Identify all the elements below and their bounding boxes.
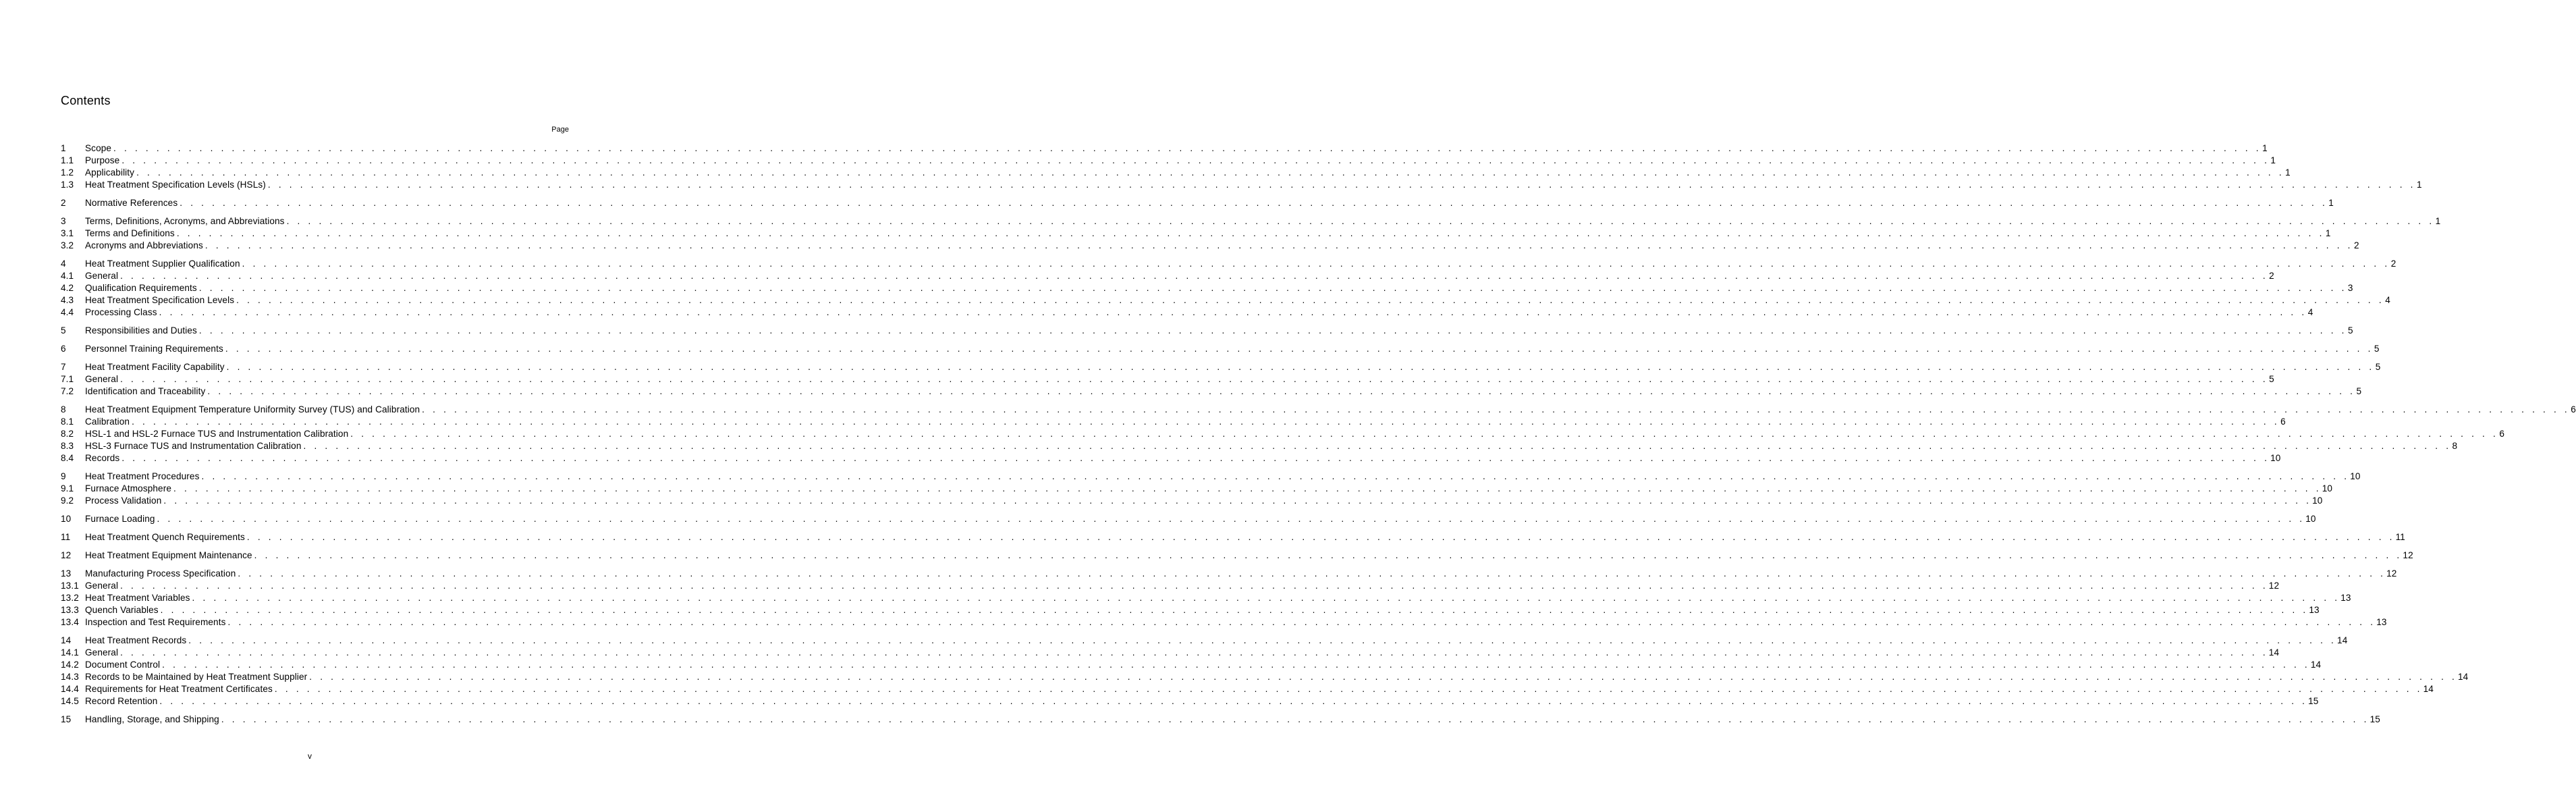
toc-entry-label: Records: [85, 453, 120, 463]
page-number-footer: v: [308, 751, 312, 761]
toc-entry[interactable]: [61, 550, 2413, 562]
dot-leader: . . . . . . . . . . . . . . . . . . . . . . . . . . . . . . . . . . . . . . . . . . . . . . . . . . . . . . . . . . . . . . . . . . . . . . . . . . . . . . . . . . . . . . . . . . . . . . . . . . . . . . . . . . . . . . . . . . . . . . . . . . . . . . . . . . . . . . . . . . . . . . . . . . . . . . . . . . . . . . . . . . . . . . . . . . . . . . . . . . . . . . . . . . . . . . . . . . . . . . . .: [136, 167, 2284, 178]
toc-entry[interactable]: [61, 197, 2334, 209]
toc-entry[interactable]: [61, 228, 2331, 240]
dot-leader: . . . . . . . . . . . . . . . . . . . . . . . . . . . . . . . . . . . . . . . . . . . . . . . . . . . . . . . . . . . . . . . . . . . . . . . . . . . . . . . . . . . . . . . . . . . . . . . . . . . . . . . . . . . . . . . . . . . . . . . . . . . . . . . . . . . . . . . . . . . . . . . . . . . . . . . . . . . . . . . . . . . . . . . . . . . . . . . . . . . . . . . . . . . . . . . . . . . . . . . .: [120, 647, 2268, 658]
dot-leader: . . . . . . . . . . . . . . . . . . . . . . . . . . . . . . . . . . . . . . . . . . . . . . . . . . . . . . . . . . . . . . . . . . . . . . . . . . . . . . . . . . . . . . . . . . . . . . . . . . . . . . . . . . . . . . . . . . . . . . . . . . . . . . . . . . . . . . . . . . . . . . . . . . . . . . . . . . . . . . . . . . . . . . . . . . . . . . . . . . . . . . . . . . . . . . . . . . . . . . . .: [303, 441, 2452, 451]
dot-leader: . . . . . . . . . . . . . . . . . . . . . . . . . . . . . . . . . . . . . . . . . . . . . . . . . . . . . . . . . . . . . . . . . . . . . . . . . . . . . . . . . . . . . . . . . . . . . . . . . . . . . . . . . . . . . . . . . . . . . . . . . . . . . . . . . . . . . . . . . . . . . . . . . . . . . . . . . . . . . . . . . . . . . . . . . . . . . . . . . . . . . . . . . . . . . . . . . . . . . . . .: [238, 568, 2386, 579]
toc-entry-label: Heat Treatment Equipment Maintenance: [85, 550, 252, 560]
dot-leader: . . . . . . . . . . . . . . . . . . . . . . . . . . . . . . . . . . . . . . . . . . . . . . . . . . . . . . . . . . . . . . . . . . . . . . . . . . . . . . . . . . . . . . . . . . . . . . . . . . . . . . . . . . . . . . . . . . . . . . . . . . . . . . . . . . . . . . . . . . . . . . . . . . . . . . . . . . . . . . . . . . . . . . . . . . . . . . . . . . . . . . . . . . . . . . . . . . . . . . . .: [422, 404, 2570, 415]
page-column-header: Page: [551, 126, 569, 134]
toc-entry[interactable]: [61, 215, 2441, 228]
toc-entry[interactable]: [61, 294, 2390, 306]
toc-entry-number: 8.2: [61, 429, 74, 439]
toc-entry-page: 10: [2350, 471, 2361, 481]
toc-entry-number: 9: [61, 471, 66, 481]
toc-entry-label: Processing Class: [85, 307, 157, 317]
toc-section-group: [61, 531, 2405, 543]
toc-entry-page: 14: [2458, 672, 2469, 682]
toc-entry-number: 7.2: [61, 386, 74, 396]
toc-entry-label: General: [85, 374, 119, 384]
toc-entry-page: 12: [2386, 568, 2397, 579]
table-of-contents: [61, 142, 2576, 732]
toc-entry-page: 5: [2356, 386, 2362, 396]
toc-entry-label: General: [85, 581, 119, 591]
toc-entry-number: 11: [61, 532, 71, 542]
toc-section-group: [61, 404, 2576, 464]
toc-entry[interactable]: [61, 404, 2576, 416]
toc-entry-page: 8: [2452, 441, 2458, 451]
toc-entry-number: 13.2: [61, 593, 79, 603]
dot-leader: . . . . . . . . . . . . . . . . . . . . . . . . . . . . . . . . . . . . . . . . . . . . . . . . . . . . . . . . . . . . . . . . . . . . . . . . . . . . . . . . . . . . . . . . . . . . . . . . . . . . . . . . . . . . . . . . . . . . . . . . . . . . . . . . . . . . . . . . . . . . . . . . . . . . . . . . . . . . . . . . . . . . . . . . . . . . . . . . . . . . . . . . . . . . . . . . . . . . . . . .: [198, 325, 2347, 336]
toc-entry-page: 2: [2353, 240, 2359, 250]
toc-entry-label: HSL-1 and HSL-2 Furnace TUS and Instrumentation Calibration: [85, 429, 349, 439]
toc-entry[interactable]: [61, 471, 2361, 483]
toc-entry-number: 12: [61, 550, 72, 560]
toc-entry-page: 14: [2423, 684, 2434, 694]
toc-entry-number: 14.1: [61, 647, 79, 658]
dot-leader: . . . . . . . . . . . . . . . . . . . . . . . . . . . . . . . . . . . . . . . . . . . . . . . . . . . . . . . . . . . . . . . . . . . . . . . . . . . . . . . . . . . . . . . . . . . . . . . . . . . . . . . . . . . . . . . . . . . . . . . . . . . . . . . . . . . . . . . . . . . . . . . . . . . . . . . . . . . . . . . . . . . . . . . . . . . . . . . . . . . . . . . . . . . . . . . . . . . . . . . .: [192, 593, 2340, 603]
toc-entry-number: 8.1: [61, 417, 74, 427]
toc-entry[interactable]: [61, 179, 2422, 191]
toc-entry[interactable]: [61, 580, 2280, 592]
dot-leader: . . . . . . . . . . . . . . . . . . . . . . . . . . . . . . . . . . . . . . . . . . . . . . . . . . . . . . . . . . . . . . . . . . . . . . . . . . . . . . . . . . . . . . . . . . . . . . . . . . . . . . . . . . . . . . . . . . . . . . . . . . . . . . . . . . . . . . . . . . . . . . . . . . . . . . . . . . . . . . . . . . . . . . . . . . . . . . . . . . . . . . . . . . . . . . . . . . . . . . . .: [226, 362, 2375, 372]
dot-leader: . . . . . . . . . . . . . . . . . . . . . . . . . . . . . . . . . . . . . . . . . . . . . . . . . . . . . . . . . . . . . . . . . . . . . . . . . . . . . . . . . . . . . . . . . . . . . . . . . . . . . . . . . . . . . . . . . . . . . . . . . . . . . . . . . . . . . . . . . . . . . . . . . . . . . . . . . . . . . . . . . . . . . . . . . . . . . . . . . . . . . . . . . . . . . . . . . . . . . . . .: [113, 143, 2262, 153]
toc-entry-number: 4.2: [61, 283, 74, 293]
toc-entry[interactable]: [61, 568, 2397, 580]
dot-leader: . . . . . . . . . . . . . . . . . . . . . . . . . . . . . . . . . . . . . . . . . . . . . . . . . . . . . . . . . . . . . . . . . . . . . . . . . . . . . . . . . . . . . . . . . . . . . . . . . . . . . . . . . . . . . . . . . . . . . . . . . . . . . . . . . . . . . . . . . . . . . . . . . . . . . . . . . . . . . . . . . . . . . . . . . . . . . . . . . . . . . . . . . . . . . . . . . . . . . . . .: [201, 471, 2350, 481]
toc-entry-page: 1: [2270, 155, 2276, 165]
toc-entry[interactable]: [61, 671, 2469, 683]
toc-entry[interactable]: [61, 361, 2381, 373]
toc-entry-number: 6: [61, 344, 66, 354]
toc-entry[interactable]: [61, 635, 2348, 647]
dot-leader: . . . . . . . . . . . . . . . . . . . . . . . . . . . . . . . . . . . . . . . . . . . . . . . . . . . . . . . . . . . . . . . . . . . . . . . . . . . . . . . . . . . . . . . . . . . . . . . . . . . . . . . . . . . . . . . . . . . . . . . . . . . . . . . . . . . . . . . . . . . . . . . . . . . . . . . . . . . . . . . . . . . . . . . . . . . . . . . . . . . . . . . . . . . . . . . . . . . . . . . .: [225, 344, 2374, 354]
dot-leader: . . . . . . . . . . . . . . . . . . . . . . . . . . . . . . . . . . . . . . . . . . . . . . . . . . . . . . . . . . . . . . . . . . . . . . . . . . . . . . . . . . . . . . . . . . . . . . . . . . . . . . . . . . . . . . . . . . . . . . . . . . . . . . . . . . . . . . . . . . . . . . . . . . . . . . . . . . . . . . . . . . . . . . . . . . . . . . . . . . . . . . . . . . . . . . . . . . . . . . . .: [221, 714, 2369, 724]
toc-entry[interactable]: [61, 155, 2276, 167]
toc-entry[interactable]: [61, 373, 2274, 385]
toc-entry-number: 3: [61, 216, 66, 226]
toc-entry[interactable]: [61, 604, 2320, 616]
toc-entry-label: Furnace Atmosphere: [85, 483, 171, 493]
toc-section-group: [61, 471, 2361, 507]
toc-entry-number: 14.2: [61, 660, 79, 670]
toc-entry-label: HSL-3 Furnace TUS and Instrumentation Calibration: [85, 441, 302, 451]
toc-entry-page: 13: [2376, 617, 2387, 627]
toc-entry-page: 12: [2403, 550, 2413, 560]
toc-entry-page: 10: [2305, 514, 2316, 524]
dot-leader: . . . . . . . . . . . . . . . . . . . . . . . . . . . . . . . . . . . . . . . . . . . . . . . . . . . . . . . . . . . . . . . . . . . . . . . . . . . . . . . . . . . . . . . . . . . . . . . . . . . . . . . . . . . . . . . . . . . . . . . . . . . . . . . . . . . . . . . . . . . . . . . . . . . . . . . . . . . . . . . . . . . . . . . . . . . . . . . . . . . . . . . . . . . . . . . . . . . . . . . .: [121, 155, 2270, 165]
toc-entry-number: 14.3: [61, 672, 79, 682]
toc-entry-page: 14: [2337, 635, 2348, 645]
toc-section-group: [61, 197, 2334, 209]
toc-entry-page: 1: [2416, 180, 2422, 190]
toc-entry-label: Heat Treatment Supplier Qualification: [85, 259, 240, 269]
toc-entry-label: Heat Treatment Procedures: [85, 471, 200, 481]
toc-entry-number: 13.4: [61, 617, 79, 627]
toc-entry-page: 14: [2268, 647, 2280, 658]
toc-entry-number: 1: [61, 143, 66, 153]
dot-leader: . . . . . . . . . . . . . . . . . . . . . . . . . . . . . . . . . . . . . . . . . . . . . . . . . . . . . . . . . . . . . . . . . . . . . . . . . . . . . . . . . . . . . . . . . . . . . . . . . . . . . . . . . . . . . . . . . . . . . . . . . . . . . . . . . . . . . . . . . . . . . . . . . . . . . . . . . . . . . . . . . . . . . . . . . . . . . . . . . . . . . . . . . . . . . . . . . . . . . . . .: [286, 216, 2435, 226]
toc-entry-page: 5: [2347, 325, 2353, 336]
toc-entry-page: 4: [2307, 307, 2313, 317]
toc-entry[interactable]: [61, 282, 2353, 294]
toc-entry[interactable]: [61, 495, 2323, 507]
toc-section-group: [61, 513, 2316, 525]
toc-entry-label: Heat Treatment Specification Levels: [85, 295, 235, 305]
dot-leader: . . . . . . . . . . . . . . . . . . . . . . . . . . . . . . . . . . . . . . . . . . . . . . . . . . . . . . . . . . . . . . . . . . . . . . . . . . . . . . . . . . . . . . . . . . . . . . . . . . . . . . . . . . . . . . . . . . . . . . . . . . . . . . . . . . . . . . . . . . . . . . . . . . . . . . . . . . . . . . . . . . . . . . . . . . . . . . . . . . . . . . . . . . . . . . . . . . . . . . . .: [132, 417, 2280, 427]
toc-entry[interactable]: [61, 258, 2396, 270]
dot-leader: . . . . . . . . . . . . . . . . . . . . . . . . . . . . . . . . . . . . . . . . . . . . . . . . . . . . . . . . . . . . . . . . . . . . . . . . . . . . . . . . . . . . . . . . . . . . . . . . . . . . . . . . . . . . . . . . . . . . . . . . . . . . . . . . . . . . . . . . . . . . . . . . . . . . . . . . . . . . . . . . . . . . . . . . . . . . . . . . . . . . . . . . . . . . . . . . . . . . . . . .: [160, 605, 2309, 615]
toc-entry-label: General: [85, 647, 119, 658]
dot-leader: . . . . . . . . . . . . . . . . . . . . . . . . . . . . . . . . . . . . . . . . . . . . . . . . . . . . . . . . . . . . . . . . . . . . . . . . . . . . . . . . . . . . . . . . . . . . . . . . . . . . . . . . . . . . . . . . . . . . . . . . . . . . . . . . . . . . . . . . . . . . . . . . . . . . . . . . . . . . . . . . . . . . . . . . . . . . . . . . . . . . . . . . . . . . . . . . . . . . . . . .: [163, 496, 2312, 506]
toc-entry-number: 1.1: [61, 155, 74, 165]
toc-entry-number: 4.3: [61, 295, 74, 305]
toc-entry-label: Furnace Loading: [85, 514, 155, 524]
toc-entry-label: Inspection and Test Requirements: [85, 617, 226, 627]
toc-entry[interactable]: [61, 695, 2319, 707]
toc-entry-page: 6: [2280, 417, 2286, 427]
dot-leader: . . . . . . . . . . . . . . . . . . . . . . . . . . . . . . . . . . . . . . . . . . . . . . . . . . . . . . . . . . . . . . . . . . . . . . . . . . . . . . . . . . . . . . . . . . . . . . . . . . . . . . . . . . . . . . . . . . . . . . . . . . . . . . . . . . . . . . . . . . . . . . . . . . . . . . . . . . . . . . . . . . . . . . . . . . . . . . . . . . . . . . . . . . . . . . . . . . . . . . . .: [274, 684, 2423, 694]
toc-entry[interactable]: [61, 306, 2313, 319]
toc-entry-page: 11: [2395, 532, 2405, 542]
dot-leader: . . . . . . . . . . . . . . . . . . . . . . . . . . . . . . . . . . . . . . . . . . . . . . . . . . . . . . . . . . . . . . . . . . . . . . . . . . . . . . . . . . . . . . . . . . . . . . . . . . . . . . . . . . . . . . . . . . . . . . . . . . . . . . . . . . . . . . . . . . . . . . . . . . . . . . . . . . . . . . . . . . . . . . . . . . . . . . . . . . . . . . . . . . . . . . . . . . . . . . . .: [227, 617, 2376, 627]
toc-entry[interactable]: [61, 270, 2274, 282]
dot-leader: . . . . . . . . . . . . . . . . . . . . . . . . . . . . . . . . . . . . . . . . . . . . . . . . . . . . . . . . . . . . . . . . . . . . . . . . . . . . . . . . . . . . . . . . . . . . . . . . . . . . . . . . . . . . . . . . . . . . . . . . . . . . . . . . . . . . . . . . . . . . . . . . . . . . . . . . . . . . . . . . . . . . . . . . . . . . . . . . . . . . . . . . . . . . . . . . . . . . . . . .: [120, 271, 2268, 281]
toc-entry-page: 5: [2374, 344, 2380, 354]
toc-entry-number: 3.1: [61, 228, 74, 238]
toc-entry-label: Heat Treatment Quench Requirements: [85, 532, 245, 542]
toc-entry[interactable]: [61, 240, 2359, 252]
dot-leader: . . . . . . . . . . . . . . . . . . . . . . . . . . . . . . . . . . . . . . . . . . . . . . . . . . . . . . . . . . . . . . . . . . . . . . . . . . . . . . . . . . . . . . . . . . . . . . . . . . . . . . . . . . . . . . . . . . . . . . . . . . . . . . . . . . . . . . . . . . . . . . . . . . . . . . . . . . . . . . . . . . . . . . . . . . . . . . . . . . . . . . . . . . . . . . . . . . . . . . . .: [350, 429, 2498, 439]
dot-leader: . . . . . . . . . . . . . . . . . . . . . . . . . . . . . . . . . . . . . . . . . . . . . . . . . . . . . . . . . . . . . . . . . . . . . . . . . . . . . . . . . . . . . . . . . . . . . . . . . . . . . . . . . . . . . . . . . . . . . . . . . . . . . . . . . . . . . . . . . . . . . . . . . . . . . . . . . . . . . . . . . . . . . . . . . . . . . . . . . . . . . . . . . . . . . . . . . . . . . . . .: [309, 672, 2457, 682]
toc-entry-label: Personnel Training Requirements: [85, 344, 223, 354]
toc-entry[interactable]: [61, 452, 2281, 464]
toc-section-group: [61, 343, 2380, 355]
toc-entry-label: Terms and Definitions: [85, 228, 175, 238]
toc-entry-number: 3.2: [61, 240, 74, 250]
toc-entry-number: 13: [61, 568, 72, 579]
toc-entry-label: Terms, Definitions, Acronyms, and Abbreviations: [85, 216, 285, 226]
toc-entry-page: 10: [2270, 453, 2281, 463]
toc-entry[interactable]: [61, 167, 2291, 179]
toc-entry-number: 8.4: [61, 453, 74, 463]
toc-section-group: [61, 714, 2380, 726]
toc-entry-label: Heat Treatment Facility Capability: [85, 362, 225, 372]
toc-entry[interactable]: [61, 343, 2380, 355]
toc-entry-number: 14: [61, 635, 72, 645]
toc-entry-number: 4.4: [61, 307, 74, 317]
toc-entry-label: Calibration: [85, 417, 130, 427]
toc-entry[interactable]: [61, 142, 2268, 155]
toc-entry-number: 13.3: [61, 605, 79, 615]
dot-leader: . . . . . . . . . . . . . . . . . . . . . . . . . . . . . . . . . . . . . . . . . . . . . . . . . . . . . . . . . . . . . . . . . . . . . . . . . . . . . . . . . . . . . . . . . . . . . . . . . . . . . . . . . . . . . . . . . . . . . . . . . . . . . . . . . . . . . . . . . . . . . . . . . . . . . . . . . . . . . . . . . . . . . . . . . . . . . . . . . . . . . . . . . . . . . . . . . . . . . . . .: [173, 483, 2322, 493]
toc-entry-number: 9.1: [61, 483, 74, 493]
dot-leader: . . . . . . . . . . . . . . . . . . . . . . . . . . . . . . . . . . . . . . . . . . . . . . . . . . . . . . . . . . . . . . . . . . . . . . . . . . . . . . . . . . . . . . . . . . . . . . . . . . . . . . . . . . . . . . . . . . . . . . . . . . . . . . . . . . . . . . . . . . . . . . . . . . . . . . . . . . . . . . . . . . . . . . . . . . . . . . . . . . . . . . . . . . . . . . . . . . . . . . . .: [254, 550, 2403, 560]
toc-entry[interactable]: [61, 483, 2333, 495]
toc-entry-page: 6: [2571, 404, 2576, 415]
toc-entry[interactable]: [61, 683, 2434, 695]
toc-entry-number: 4: [61, 259, 66, 269]
toc-entry-number: 15: [61, 714, 72, 724]
toc-entry[interactable]: [61, 385, 2362, 398]
toc-entry-number: 8: [61, 404, 66, 415]
toc-entry[interactable]: [61, 659, 2322, 671]
toc-section-group: [61, 142, 2422, 191]
toc-entry-page: 3: [2347, 283, 2353, 293]
toc-section-group: [61, 568, 2397, 629]
toc-entry-page: 15: [2308, 696, 2319, 706]
toc-entry-page: 1: [2435, 216, 2441, 226]
toc-entry-page: 1: [2285, 167, 2291, 178]
toc-entry-page: 6: [2499, 429, 2504, 439]
toc-entry[interactable]: [61, 714, 2380, 726]
toc-entry-label: Process Validation: [85, 496, 162, 506]
dot-leader: . . . . . . . . . . . . . . . . . . . . . . . . . . . . . . . . . . . . . . . . . . . . . . . . . . . . . . . . . . . . . . . . . . . . . . . . . . . . . . . . . . . . . . . . . . . . . . . . . . . . . . . . . . . . . . . . . . . . . . . . . . . . . . . . . . . . . . . . . . . . . . . . . . . . . . . . . . . . . . . . . . . . . . . . . . . . . . . . . . . . . . . . . . . . . . . . . . . . . . . .: [246, 532, 2395, 542]
toc-entry-number: 1.2: [61, 167, 74, 178]
toc-entry-label: Handling, Storage, and Shipping: [85, 714, 219, 724]
toc-entry-label: Heat Treatment Equipment Temperature Uniformity Survey (TUS) and Calibration: [85, 404, 420, 415]
toc-entry-label: Requirements for Heat Treatment Certificates: [85, 684, 273, 694]
toc-section-group: [61, 361, 2381, 398]
toc-entry-label: Heat Treatment Specification Levels (HSLs): [85, 180, 266, 190]
toc-entry-label: Manufacturing Process Specification: [85, 568, 236, 579]
toc-entry-number: 13.1: [61, 581, 79, 591]
dot-leader: . . . . . . . . . . . . . . . . . . . . . . . . . . . . . . . . . . . . . . . . . . . . . . . . . . . . . . . . . . . . . . . . . . . . . . . . . . . . . . . . . . . . . . . . . . . . . . . . . . . . . . . . . . . . . . . . . . . . . . . . . . . . . . . . . . . . . . . . . . . . . . . . . . . . . . . . . . . . . . . . . . . . . . . . . . . . . . . . . . . . . . . . . . . . . . . . . . . . . . . .: [176, 228, 2325, 238]
toc-entry-label: Quench Variables: [85, 605, 159, 615]
toc-entry-label: Records to be Maintained by Heat Treatment Supplier: [85, 672, 308, 682]
toc-entry-page: 10: [2322, 483, 2333, 493]
dot-leader: . . . . . . . . . . . . . . . . . . . . . . . . . . . . . . . . . . . . . . . . . . . . . . . . . . . . . . . . . . . . . . . . . . . . . . . . . . . . . . . . . . . . . . . . . . . . . . . . . . . . . . . . . . . . . . . . . . . . . . . . . . . . . . . . . . . . . . . . . . . . . . . . . . . . . . . . . . . . . . . . . . . . . . . . . . . . . . . . . . . . . . . . . . . . . . . . . . . . . . . .: [242, 259, 2390, 269]
toc-entry-page: 12: [2268, 581, 2280, 591]
toc-entry-page: 10: [2312, 496, 2323, 506]
toc-entry-label: Document Control: [85, 660, 161, 670]
toc-entry-page: 15: [2369, 714, 2380, 724]
toc-entry[interactable]: [61, 440, 2458, 452]
toc-entry[interactable]: [61, 428, 2504, 440]
toc-entry[interactable]: [61, 531, 2405, 543]
toc-entry-number: 4.1: [61, 271, 74, 281]
toc-entry[interactable]: [61, 325, 2353, 337]
toc-entry[interactable]: [61, 647, 2280, 659]
toc-entry-page: 5: [2375, 362, 2381, 372]
dot-leader: . . . . . . . . . . . . . . . . . . . . . . . . . . . . . . . . . . . . . . . . . . . . . . . . . . . . . . . . . . . . . . . . . . . . . . . . . . . . . . . . . . . . . . . . . . . . . . . . . . . . . . . . . . . . . . . . . . . . . . . . . . . . . . . . . . . . . . . . . . . . . . . . . . . . . . . . . . . . . . . . . . . . . . . . . . . . . . . . . . . . . . . . . . . . . . . . . . . . . . . .: [120, 374, 2268, 384]
toc-entry-label: Applicability: [85, 167, 135, 178]
toc-entry-label: Acronyms and Abbreviations: [85, 240, 203, 250]
contents-title: Contents: [61, 94, 111, 107]
dot-leader: . . . . . . . . . . . . . . . . . . . . . . . . . . . . . . . . . . . . . . . . . . . . . . . . . . . . . . . . . . . . . . . . . . . . . . . . . . . . . . . . . . . . . . . . . . . . . . . . . . . . . . . . . . . . . . . . . . . . . . . . . . . . . . . . . . . . . . . . . . . . . . . . . . . . . . . . . . . . . . . . . . . . . . . . . . . . . . . . . . . . . . . . . . . . . . . . . . . . . . . .: [267, 180, 2416, 190]
toc-entry-number: 5: [61, 325, 66, 336]
toc-entry-label: Purpose: [85, 155, 120, 165]
toc-entry-label: General: [85, 271, 119, 281]
toc-entry-number: 14.4: [61, 684, 79, 694]
toc-section-group: [61, 635, 2469, 707]
toc-entry-page: 1: [2325, 228, 2331, 238]
dot-leader: . . . . . . . . . . . . . . . . . . . . . . . . . . . . . . . . . . . . . . . . . . . . . . . . . . . . . . . . . . . . . . . . . . . . . . . . . . . . . . . . . . . . . . . . . . . . . . . . . . . . . . . . . . . . . . . . . . . . . . . . . . . . . . . . . . . . . . . . . . . . . . . . . . . . . . . . . . . . . . . . . . . . . . . . . . . . . . . . . . . . . . . . . . . . . . . . . . . . . . . .: [162, 660, 2310, 670]
toc-entry-number: 9.2: [61, 496, 74, 506]
toc-entry-label: Responsibilities and Duties: [85, 325, 197, 336]
toc-entry-page: 1: [2262, 143, 2268, 153]
toc-entry-number: 1.3: [61, 180, 74, 190]
toc-entry-label: Record Retention: [85, 696, 158, 706]
toc-entry-label: Identification and Traceability: [85, 386, 206, 396]
dot-leader: . . . . . . . . . . . . . . . . . . . . . . . . . . . . . . . . . . . . . . . . . . . . . . . . . . . . . . . . . . . . . . . . . . . . . . . . . . . . . . . . . . . . . . . . . . . . . . . . . . . . . . . . . . . . . . . . . . . . . . . . . . . . . . . . . . . . . . . . . . . . . . . . . . . . . . . . . . . . . . . . . . . . . . . . . . . . . . . . . . . . . . . . . . . . . . . . . . . . . . . .: [159, 307, 2307, 317]
toc-entry[interactable]: [61, 416, 2286, 428]
toc-entry[interactable]: [61, 592, 2351, 604]
toc-entry-page: 1: [2328, 198, 2334, 208]
toc-entry-label: Normative References: [85, 198, 178, 208]
toc-entry-page: 13: [2340, 593, 2351, 603]
toc-entry[interactable]: [61, 513, 2316, 525]
dot-leader: . . . . . . . . . . . . . . . . . . . . . . . . . . . . . . . . . . . . . . . . . . . . . . . . . . . . . . . . . . . . . . . . . . . . . . . . . . . . . . . . . . . . . . . . . . . . . . . . . . . . . . . . . . . . . . . . . . . . . . . . . . . . . . . . . . . . . . . . . . . . . . . . . . . . . . . . . . . . . . . . . . . . . . . . . . . . . . . . . . . . . . . . . . . . . . . . . . . . . . . .: [180, 198, 2328, 208]
toc-entry-page: 4: [2385, 295, 2390, 305]
toc-entry-number: 14.5: [61, 696, 79, 706]
dot-leader: . . . . . . . . . . . . . . . . . . . . . . . . . . . . . . . . . . . . . . . . . . . . . . . . . . . . . . . . . . . . . . . . . . . . . . . . . . . . . . . . . . . . . . . . . . . . . . . . . . . . . . . . . . . . . . . . . . . . . . . . . . . . . . . . . . . . . . . . . . . . . . . . . . . . . . . . . . . . . . . . . . . . . . . . . . . . . . . . . . . . . . . . . . . . . . . . . . . . . . . .: [159, 696, 2308, 706]
toc-entry-number: 2: [61, 198, 66, 208]
toc-entry-label: Heat Treatment Records: [85, 635, 187, 645]
toc-entry-page: 5: [2269, 374, 2274, 384]
toc-section-group: [61, 550, 2413, 562]
toc-entry-label: Scope: [85, 143, 112, 153]
toc-entry-number: 7.1: [61, 374, 74, 384]
toc-section-group: [61, 215, 2441, 252]
dot-leader: . . . . . . . . . . . . . . . . . . . . . . . . . . . . . . . . . . . . . . . . . . . . . . . . . . . . . . . . . . . . . . . . . . . . . . . . . . . . . . . . . . . . . . . . . . . . . . . . . . . . . . . . . . . . . . . . . . . . . . . . . . . . . . . . . . . . . . . . . . . . . . . . . . . . . . . . . . . . . . . . . . . . . . . . . . . . . . . . . . . . . . . . . . . . . . . . . . . . . . . .: [198, 283, 2347, 293]
dot-leader: . . . . . . . . . . . . . . . . . . . . . . . . . . . . . . . . . . . . . . . . . . . . . . . . . . . . . . . . . . . . . . . . . . . . . . . . . . . . . . . . . . . . . . . . . . . . . . . . . . . . . . . . . . . . . . . . . . . . . . . . . . . . . . . . . . . . . . . . . . . . . . . . . . . . . . . . . . . . . . . . . . . . . . . . . . . . . . . . . . . . . . . . . . . . . . . . . . . . . . . .: [207, 386, 2356, 396]
dot-leader: . . . . . . . . . . . . . . . . . . . . . . . . . . . . . . . . . . . . . . . . . . . . . . . . . . . . . . . . . . . . . . . . . . . . . . . . . . . . . . . . . . . . . . . . . . . . . . . . . . . . . . . . . . . . . . . . . . . . . . . . . . . . . . . . . . . . . . . . . . . . . . . . . . . . . . . . . . . . . . . . . . . . . . . . . . . . . . . . . . . . . . . . . . . . . . . . . . . . . . . .: [157, 514, 2305, 524]
dot-leader: . . . . . . . . . . . . . . . . . . . . . . . . . . . . . . . . . . . . . . . . . . . . . . . . . . . . . . . . . . . . . . . . . . . . . . . . . . . . . . . . . . . . . . . . . . . . . . . . . . . . . . . . . . . . . . . . . . . . . . . . . . . . . . . . . . . . . . . . . . . . . . . . . . . . . . . . . . . . . . . . . . . . . . . . . . . . . . . . . . . . . . . . . . . . . . . . . . . . . . . .: [188, 635, 2337, 645]
dot-leader: . . . . . . . . . . . . . . . . . . . . . . . . . . . . . . . . . . . . . . . . . . . . . . . . . . . . . . . . . . . . . . . . . . . . . . . . . . . . . . . . . . . . . . . . . . . . . . . . . . . . . . . . . . . . . . . . . . . . . . . . . . . . . . . . . . . . . . . . . . . . . . . . . . . . . . . . . . . . . . . . . . . . . . . . . . . . . . . . . . . . . . . . . . . . . . . . . . . . . . . .: [204, 240, 2353, 250]
toc-entry-label: Qualification Requirements: [85, 283, 197, 293]
toc-entry-page: 13: [2309, 605, 2320, 615]
toc-entry-number: 7: [61, 362, 66, 372]
toc-entry-number: 10: [61, 514, 72, 524]
toc-entry-page: 2: [2390, 259, 2396, 269]
toc-entry-page: 14: [2310, 660, 2322, 670]
toc-entry-label: Heat Treatment Variables: [85, 593, 190, 603]
toc-entry-number: 8.3: [61, 441, 74, 451]
toc-entry-page: 2: [2269, 271, 2274, 281]
toc-section-group: [61, 325, 2353, 337]
toc-entry[interactable]: [61, 616, 2387, 629]
toc-section-group: [61, 258, 2396, 319]
dot-leader: . . . . . . . . . . . . . . . . . . . . . . . . . . . . . . . . . . . . . . . . . . . . . . . . . . . . . . . . . . . . . . . . . . . . . . . . . . . . . . . . . . . . . . . . . . . . . . . . . . . . . . . . . . . . . . . . . . . . . . . . . . . . . . . . . . . . . . . . . . . . . . . . . . . . . . . . . . . . . . . . . . . . . . . . . . . . . . . . . . . . . . . . . . . . . . . . . . . . . . . .: [120, 581, 2268, 591]
dot-leader: . . . . . . . . . . . . . . . . . . . . . . . . . . . . . . . . . . . . . . . . . . . . . . . . . . . . . . . . . . . . . . . . . . . . . . . . . . . . . . . . . . . . . . . . . . . . . . . . . . . . . . . . . . . . . . . . . . . . . . . . . . . . . . . . . . . . . . . . . . . . . . . . . . . . . . . . . . . . . . . . . . . . . . . . . . . . . . . . . . . . . . . . . . . . . . . . . . . . . . . .: [236, 295, 2384, 305]
dot-leader: . . . . . . . . . . . . . . . . . . . . . . . . . . . . . . . . . . . . . . . . . . . . . . . . . . . . . . . . . . . . . . . . . . . . . . . . . . . . . . . . . . . . . . . . . . . . . . . . . . . . . . . . . . . . . . . . . . . . . . . . . . . . . . . . . . . . . . . . . . . . . . . . . . . . . . . . . . . . . . . . . . . . . . . . . . . . . . . . . . . . . . . . . . . . . . . . . . . . . . . .: [121, 453, 2270, 463]
